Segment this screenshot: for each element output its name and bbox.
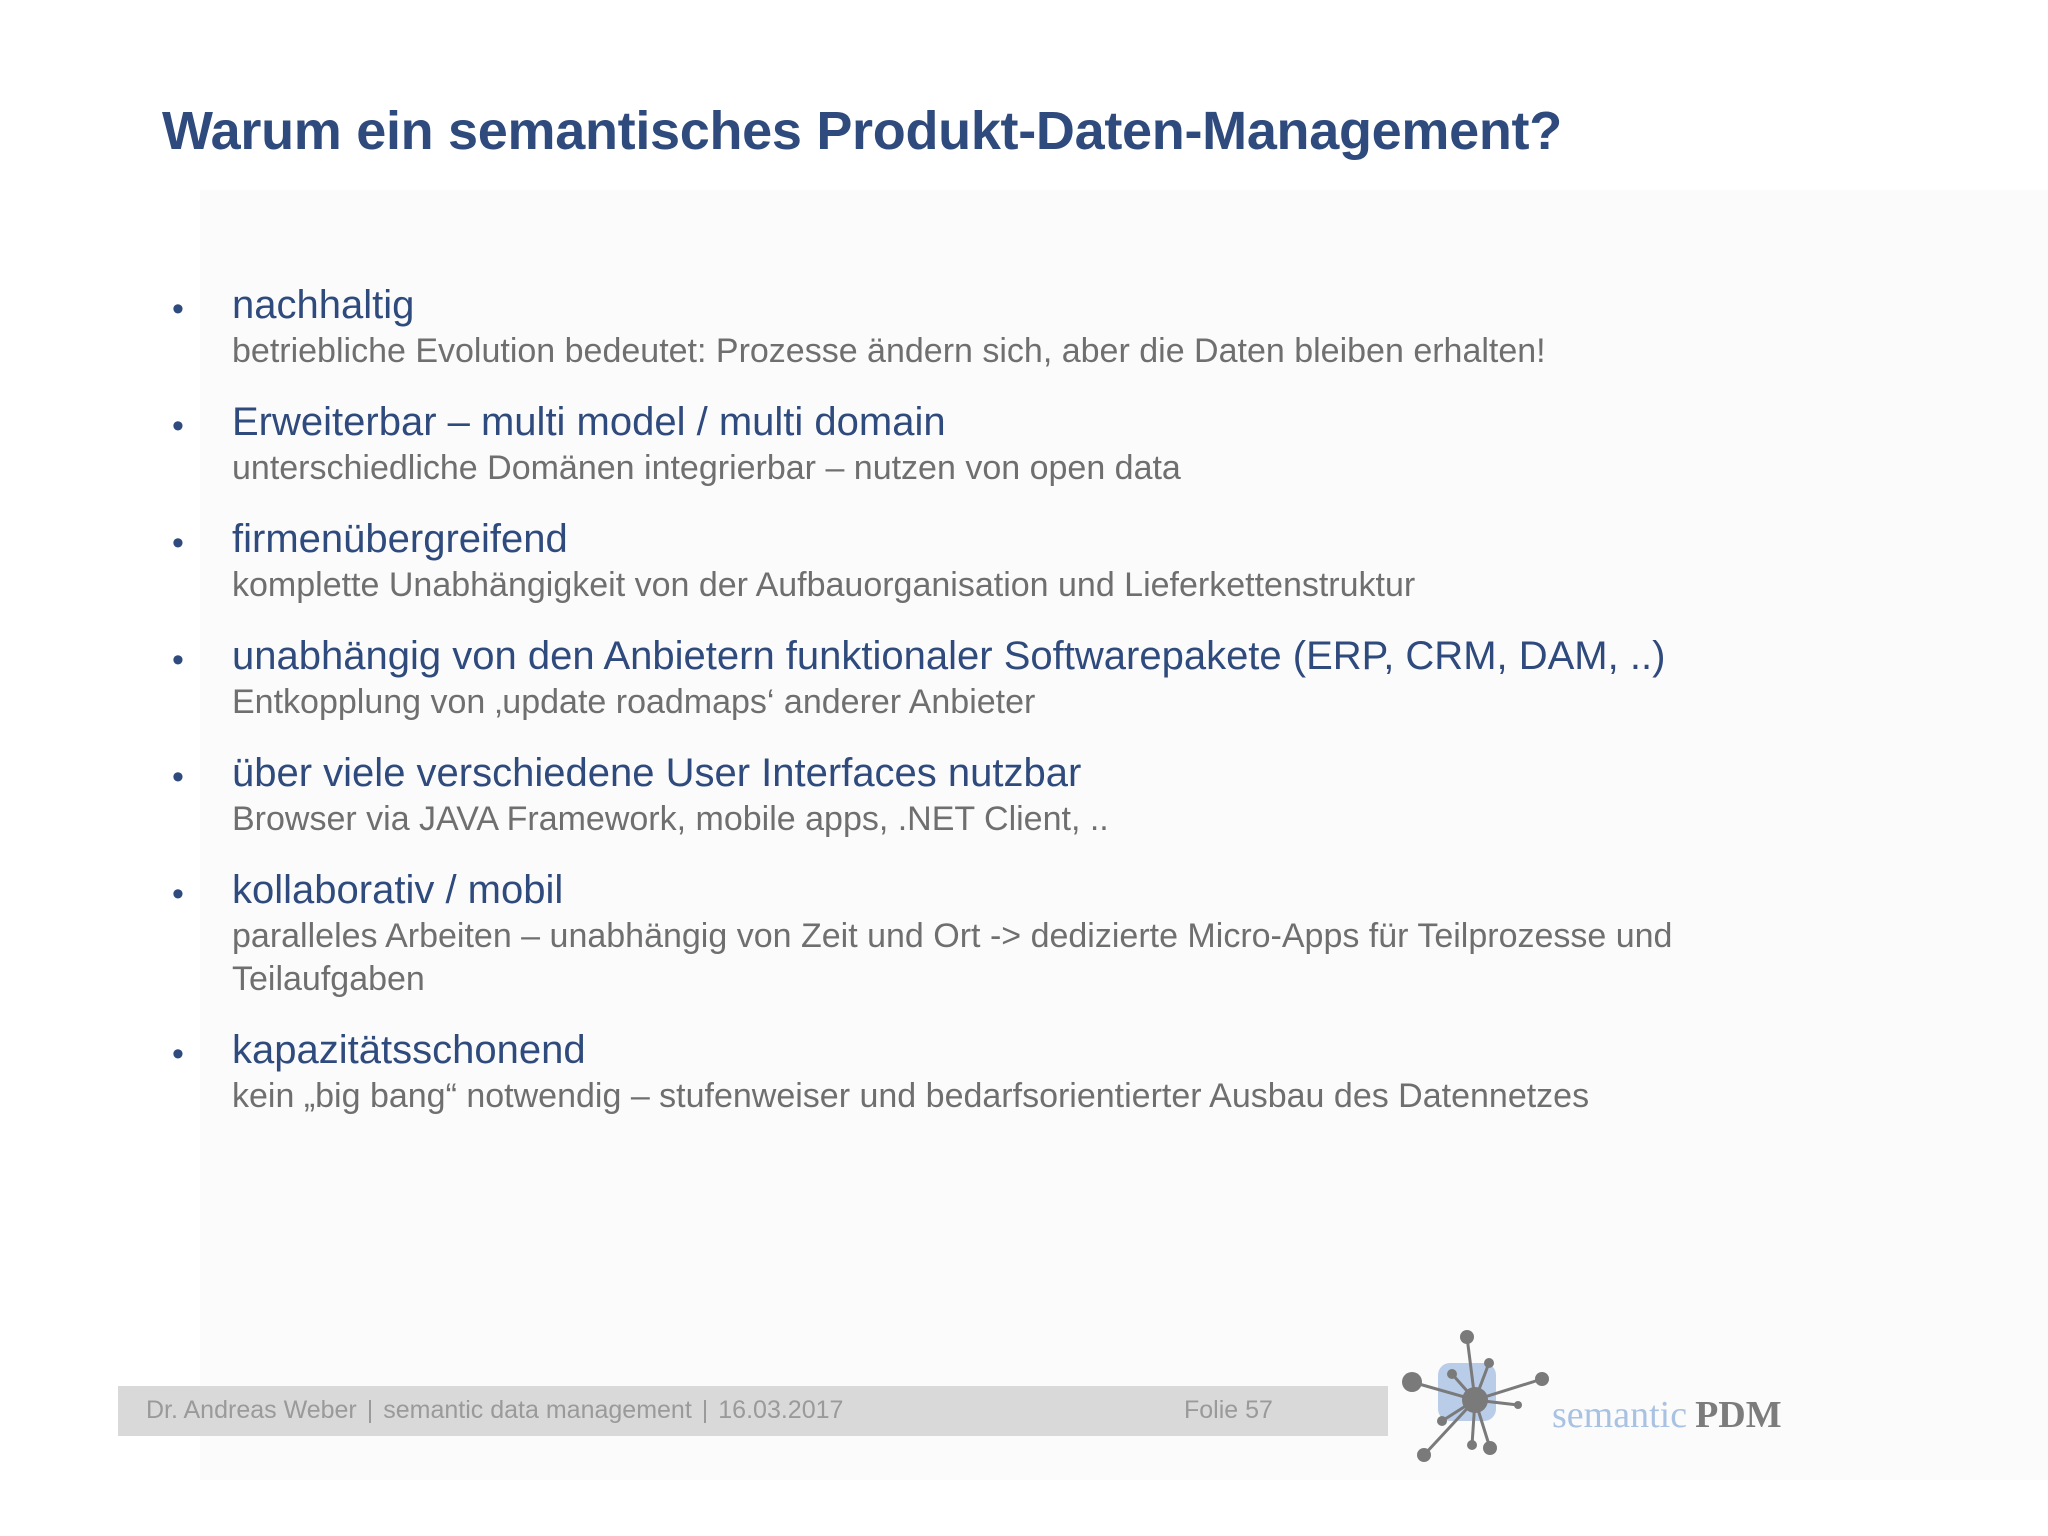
slide-title: Warum ein semantisches Produkt-Daten-Management? [162, 101, 1562, 161]
bullet-description: betriebliche Evolution bedeutet: Prozesse ändern sich, aber die Daten bleiben erhalten! [232, 332, 1546, 370]
slide-number: Folie 57 [1184, 1396, 1273, 1424]
semantic-pdm-logo [1390, 1325, 1790, 1485]
bullet-dot: • [172, 1035, 184, 1073]
footer-author: Dr. Andreas Weber [146, 1396, 357, 1424]
bullet-item [162, 748, 1822, 841]
footer-bar [118, 1386, 1388, 1436]
bullet-item [162, 631, 1822, 724]
bullet-heading: unabhängig von den Anbietern funktionaler Softwarepakete (ERP, CRM, DAM, ..) [232, 634, 1666, 678]
bullet-description: Browser via JAVA Framework, mobile apps, .NET Client, .. [232, 800, 1109, 838]
network-graph-icon [1390, 1325, 1550, 1485]
bullet-item [162, 280, 1822, 373]
bullet-dot: • [172, 758, 184, 796]
bullet-item [162, 397, 1822, 490]
bullet-dot: • [172, 641, 184, 679]
footer-separator: | [366, 1396, 374, 1424]
bullet-heading: kollaborativ / mobil [232, 868, 564, 912]
bullet-heading: nachhaltig [232, 283, 415, 327]
bullet-description: kein „big bang“ notwendig – stufenweiser und bedarfsorientierter Ausbau des Datennetzes [232, 1077, 1590, 1115]
bullet-description: Entkopplung von ‚update roadmaps‘ anderer Anbieter [232, 683, 1036, 721]
bullet-dot: • [172, 524, 184, 562]
logo-word-pdm: PDM [1695, 1394, 1782, 1436]
bullet-dot: • [172, 875, 184, 913]
bullet-item [162, 514, 1822, 607]
logo-text [1552, 1393, 1782, 1437]
bullet-description: paralleles Arbeiten – unabhängig von Zeit und Ort -> dedizierte Micro-Apps für Teilprozesse und Teilaufgaben [232, 917, 1673, 998]
bullet-description: komplette Unabhängigkeit von der Aufbauorganisation und Lieferkettenstruktur [232, 566, 1416, 604]
bullet-item [162, 865, 1822, 1001]
footer-info [146, 1396, 843, 1425]
footer-separator: | [701, 1396, 709, 1424]
footer-topic: semantic data management [383, 1396, 692, 1424]
bullet-dot: • [172, 290, 184, 328]
bullet-heading: kapazitätsschonend [232, 1028, 586, 1072]
bullet-dot: • [172, 407, 184, 445]
bullet-list [162, 280, 1822, 1142]
bullet-item [162, 1025, 1822, 1118]
bullet-description: unterschiedliche Domänen integrierbar – nutzen von open data [232, 449, 1181, 487]
bullet-heading: firmenübergreifend [232, 517, 568, 561]
logo-word-semantic: semantic [1552, 1394, 1688, 1436]
bullet-heading: Erweiterbar – multi model / multi domain [232, 400, 946, 444]
bullet-heading: über viele verschiedene User Interfaces nutzbar [232, 751, 1082, 795]
footer-date: 16.03.2017 [718, 1396, 844, 1424]
